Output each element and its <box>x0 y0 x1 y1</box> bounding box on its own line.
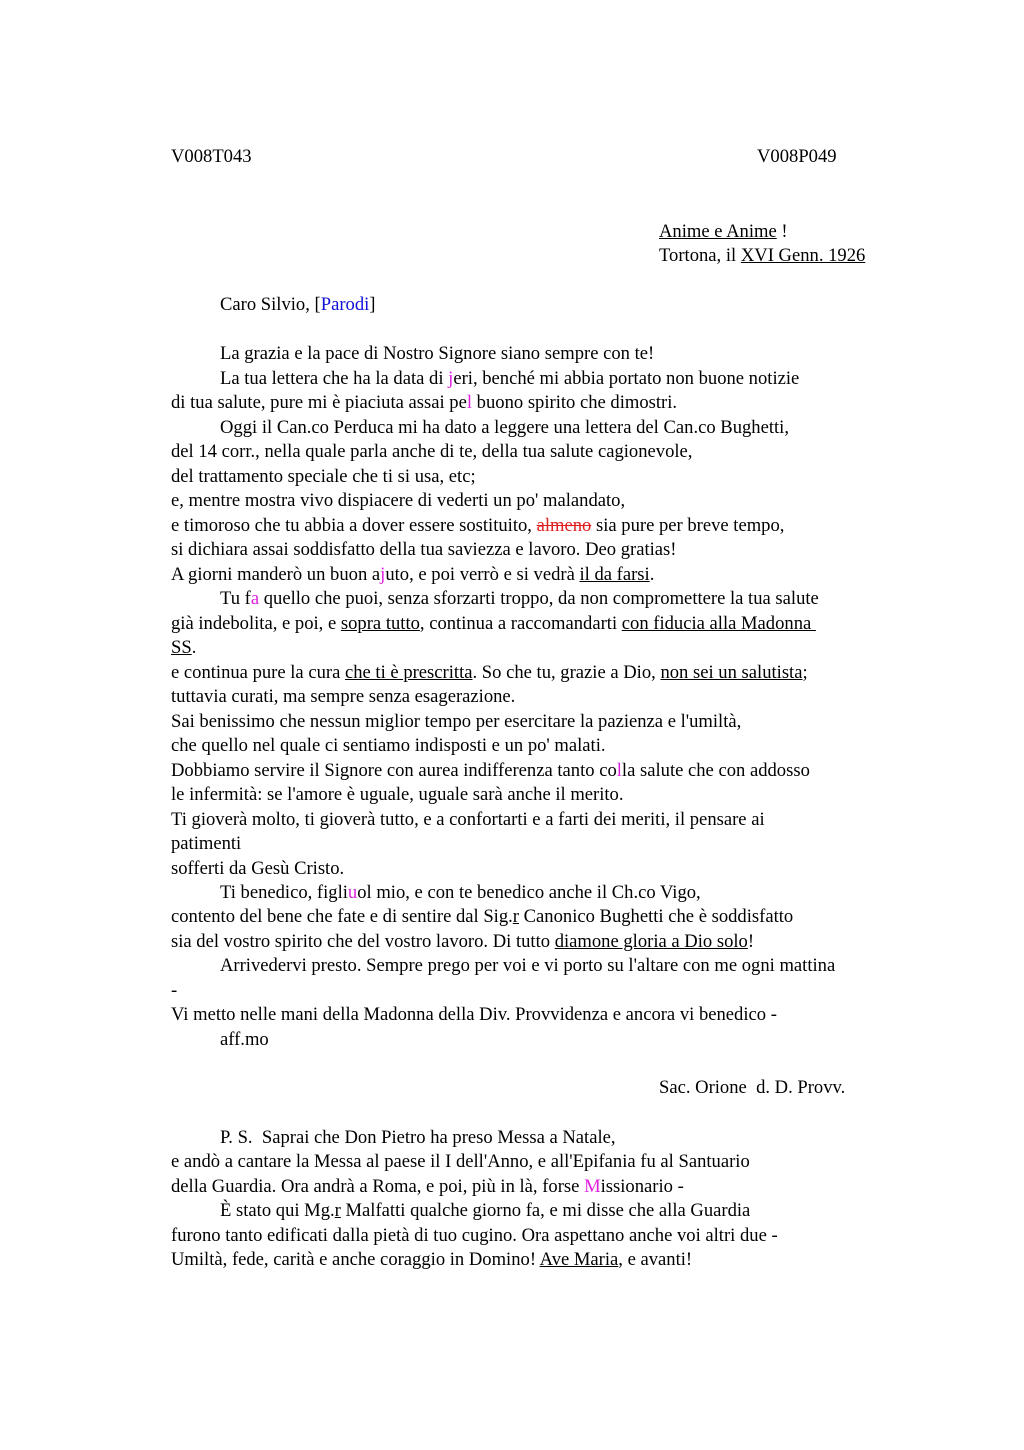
body-line <box>171 514 784 539</box>
salutation <box>220 294 375 316</box>
title-underlined: Anime e Anime <box>659 221 777 242</box>
body-line: si dichiara assai soddisfatto della tua saviezza e lavoro. Deo gratias! <box>171 539 677 560</box>
recipient-surname: Parodi <box>320 294 370 315</box>
underlined-letter: r <box>512 906 519 927</box>
body-line: tuttavia curati, ma sempre senza esagerazione. <box>171 686 516 707</box>
text: sia del vostro spirito che del vostro lavoro. Di tutto <box>171 931 555 952</box>
text: Canonico Bughetti che è soddisfatto <box>519 906 794 927</box>
body-line: La grazia e la pace di Nostro Signore siano sempre con te! <box>220 343 655 364</box>
text: issionario - <box>600 1176 684 1197</box>
body-line: del 14 corr., nella quale parla anche di te, della tua salute cagionevole, <box>171 441 693 462</box>
text: . <box>649 564 655 585</box>
text: , e avanti! <box>618 1249 693 1270</box>
bracket-open: [ <box>314 294 321 315</box>
underlined-phrase: Ave Maria <box>539 1249 619 1270</box>
title-mark: ! <box>776 221 788 242</box>
text: contento del bene che fate e di sentire dal Sig. <box>171 906 513 927</box>
text: ! <box>747 931 755 952</box>
text: della Guardia. Ora andrà a Roma, e poi, più in là, forse <box>171 1176 585 1197</box>
correction-mark: l <box>466 392 473 413</box>
document-code-right: V008P049 <box>757 146 837 167</box>
correction-mark: M <box>584 1176 601 1197</box>
text: uto, e poi verrò e si vedrà <box>385 564 580 585</box>
text: Ti benedico, figli <box>220 882 348 903</box>
postscript-line: furono tanto edificati dalla pietà di tuo cugino. Ora aspettano anche voi altri due - <box>171 1225 778 1246</box>
postscript-line <box>171 1175 684 1200</box>
text: . So che tu, grazie a Dio, <box>472 662 661 683</box>
text: Tu f <box>220 588 251 609</box>
text: e continua pure la cura <box>171 662 345 683</box>
body-line: del trattamento speciale che ti si usa, etc; <box>171 466 476 487</box>
body-line <box>171 661 808 686</box>
underlined-phrase: che ti è prescritta <box>344 662 473 683</box>
body-line: Sai benissimo che nessun miglior tempo per esercitare la pazienza e l'umiltà, <box>171 711 742 732</box>
body-line <box>171 563 654 588</box>
body-line <box>171 759 810 784</box>
text: sia pure per breve tempo, <box>591 515 785 536</box>
text: ; <box>802 662 808 683</box>
text: Dobbiamo servire il Signore con aurea indifferenza tanto co <box>171 760 617 781</box>
body-line: Ti gioverà molto, ti gioverà tutto, e a confortarti e a farti dei meriti, il pensare ai <box>171 809 765 830</box>
underlined-letter: r <box>334 1200 341 1221</box>
text: Malfatti qualche giorno fa, e mi disse che alla Guardia <box>340 1200 751 1221</box>
body-line <box>220 367 799 392</box>
text: . <box>191 637 197 658</box>
bracket-close: ] <box>369 294 376 315</box>
correction-mark: j <box>448 368 454 389</box>
text: e timoroso che tu abbia a dover essere sostituito, <box>171 515 537 536</box>
body-line <box>171 391 677 416</box>
body-line <box>220 881 701 906</box>
body-line <box>171 636 196 661</box>
body-line <box>171 930 754 955</box>
postscript-line: P. S. Saprai che Don Pietro ha preso Messa a Natale, <box>220 1127 616 1148</box>
postscript-line <box>220 1199 750 1224</box>
underlined-phrase: il da farsi <box>579 564 650 585</box>
text: eri, benché mi abbia portato non buone notizie <box>453 368 800 389</box>
date: XVI Genn. 1926 <box>740 245 866 266</box>
document-code-left: V008T043 <box>171 146 252 167</box>
text: la salute che con addosso <box>621 760 810 781</box>
underlined-phrase: SS <box>171 637 192 658</box>
underlined-phrase: sopra tutto <box>340 613 420 634</box>
correction-mark: a <box>250 588 260 609</box>
underlined-phrase: con fiducia alla Madonna <box>621 613 816 634</box>
letter-date-line <box>659 245 865 267</box>
deleted-word: almeno <box>536 515 592 536</box>
postscript-line <box>171 1248 692 1273</box>
postscript-line: e andò a cantare la Messa al paese il I dell'Anno, e all'Epifania fu al Santuario <box>171 1151 750 1172</box>
signature: Sac. Orione d. D. Provv. <box>659 1077 846 1098</box>
body-line: sofferti da Gesù Cristo. <box>171 858 345 879</box>
text: Umiltà, fede, carità e anche coraggio in Domino! <box>171 1249 540 1270</box>
text: di tua salute, pure mi è piaciuta assai pe <box>171 392 467 413</box>
body-line: Vi metto nelle mani della Madonna della Div. Provvidenza e ancora vi benedico - <box>171 1004 777 1025</box>
text: La tua lettera che ha la data di <box>220 368 449 389</box>
body-line <box>171 905 793 930</box>
text: È stato qui Mg. <box>220 1200 335 1221</box>
closing: aff.mo <box>220 1029 269 1050</box>
text: quello che puoi, senza sforzarti troppo, da non compromettere la tua salute <box>259 588 819 609</box>
body-line <box>171 612 816 637</box>
text: A giorni manderò un buon a <box>171 564 381 585</box>
text: buono spirito che dimostri. <box>472 392 678 413</box>
body-line: Oggi il Can.co Perduca mi ha dato a leggere una lettera del Can.co Bughetti, <box>220 417 789 438</box>
place: Tortona, il <box>659 245 741 266</box>
text: già indebolita, e poi, e <box>171 613 341 634</box>
underlined-phrase: non sei un salutista <box>660 662 803 683</box>
letter-title <box>659 221 788 243</box>
body-line: Arrivedervi presto. Sempre prego per voi e vi porto su l'altare con me ogni mattina <box>220 955 836 976</box>
body-line: patimenti <box>171 833 242 854</box>
correction-mark: j <box>380 564 386 585</box>
underlined-phrase: diamone gloria a Dio solo <box>554 931 748 952</box>
correction-mark: l <box>616 760 622 781</box>
body-line: - <box>171 980 178 1001</box>
body-line: e, mentre mostra vivo dispiacere di vederti un po' malandato, <box>171 490 626 511</box>
text: ol mio, e con te benedico anche il Ch.co Vigo, <box>357 882 701 903</box>
salutation-text: Caro Silvio, <box>220 294 315 315</box>
body-line <box>220 587 819 612</box>
body-line: che quello nel quale ci sentiamo indisposti e un po' malati. <box>171 735 606 756</box>
body-line: le infermità: se l'amore è uguale, uguale sarà anche il merito. <box>171 784 624 805</box>
correction-mark: u <box>347 882 358 903</box>
text: , continua a raccomandarti <box>419 613 622 634</box>
